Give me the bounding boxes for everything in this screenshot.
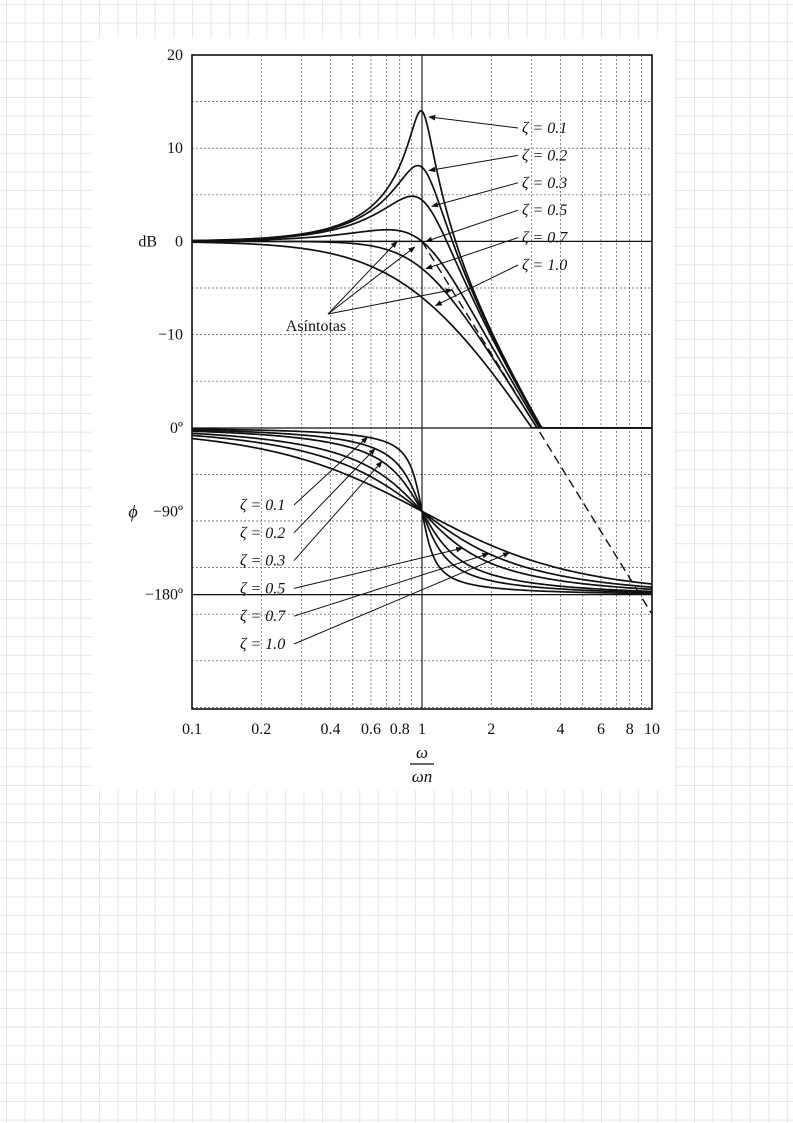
xlabel-denominator: ωn: [411, 767, 433, 786]
ylabel-phase: ϕ: [128, 501, 138, 522]
x-tick-label: 0.6: [360, 721, 381, 738]
x-tick-label: 0.2: [251, 721, 272, 738]
magnitude-legend-label: ζ = 0.2: [522, 147, 568, 165]
x-tick-label: 6: [596, 721, 605, 738]
y-tick-label-phase: 0º: [170, 420, 183, 437]
y-tick-label-phase: −90º: [153, 503, 183, 521]
x-tick-label: 1: [418, 721, 426, 738]
magnitude-legend-label: ζ = 0.1: [522, 120, 568, 137]
phase-legend-label: ζ = 0.5: [240, 580, 286, 598]
magnitude-legend-label: ζ = 0.5: [522, 202, 568, 220]
x-tick-label: 0.1: [182, 721, 202, 738]
y-tick-label-magnitude: −10: [157, 326, 183, 344]
asymptote-arrow: [328, 247, 415, 314]
x-tick-label: 4: [556, 721, 565, 738]
bode-chart: [92, 38, 674, 790]
asymptote-arrow: [328, 290, 452, 314]
x-tick-label: 8: [625, 721, 634, 738]
phase-label-arrow: [294, 461, 382, 560]
magnitude-label-arrow: [426, 238, 518, 269]
magnitude-legend-label: ζ = 1.0: [522, 257, 568, 274]
phase-label-arrow: [294, 553, 509, 644]
phase-legend-label: ζ = 0.1: [240, 497, 286, 514]
xlabel-numerator: ω: [415, 743, 429, 762]
y-tick-label-magnitude: 10: [167, 140, 183, 158]
ylabel-magnitude: dB: [138, 233, 157, 251]
magnitude-legend-label: ζ = 0.3: [522, 174, 568, 192]
x-tick-label: 10: [644, 721, 660, 738]
phase-legend-label: ζ = 0.3: [240, 552, 286, 570]
y-tick-label-phase: −180º: [145, 586, 183, 604]
magnitude-legend-label: ζ = 0.7: [522, 229, 568, 247]
phase-legend-label: ζ = 1.0: [240, 636, 286, 653]
phase-label-arrow: [294, 548, 463, 588]
magnitude-label-arrow: [429, 155, 518, 170]
magnitude-label-arrow: [429, 117, 518, 128]
y-tick-label-magnitude: 20: [167, 47, 183, 64]
x-tick-label: 0.4: [320, 721, 341, 738]
asymptote-label: Asíntotas: [285, 318, 347, 335]
asymptote-arrow: [328, 241, 397, 314]
phase-legend-label: ζ = 0.7: [240, 608, 286, 626]
x-tick-label: 0.8: [389, 721, 410, 738]
phase-legend-label: ζ = 0.2: [240, 524, 286, 542]
x-tick-label: 2: [487, 721, 496, 738]
phase-label-arrow: [294, 554, 489, 617]
y-tick-label-magnitude: 0: [175, 233, 183, 251]
figure-panel: [92, 38, 674, 790]
